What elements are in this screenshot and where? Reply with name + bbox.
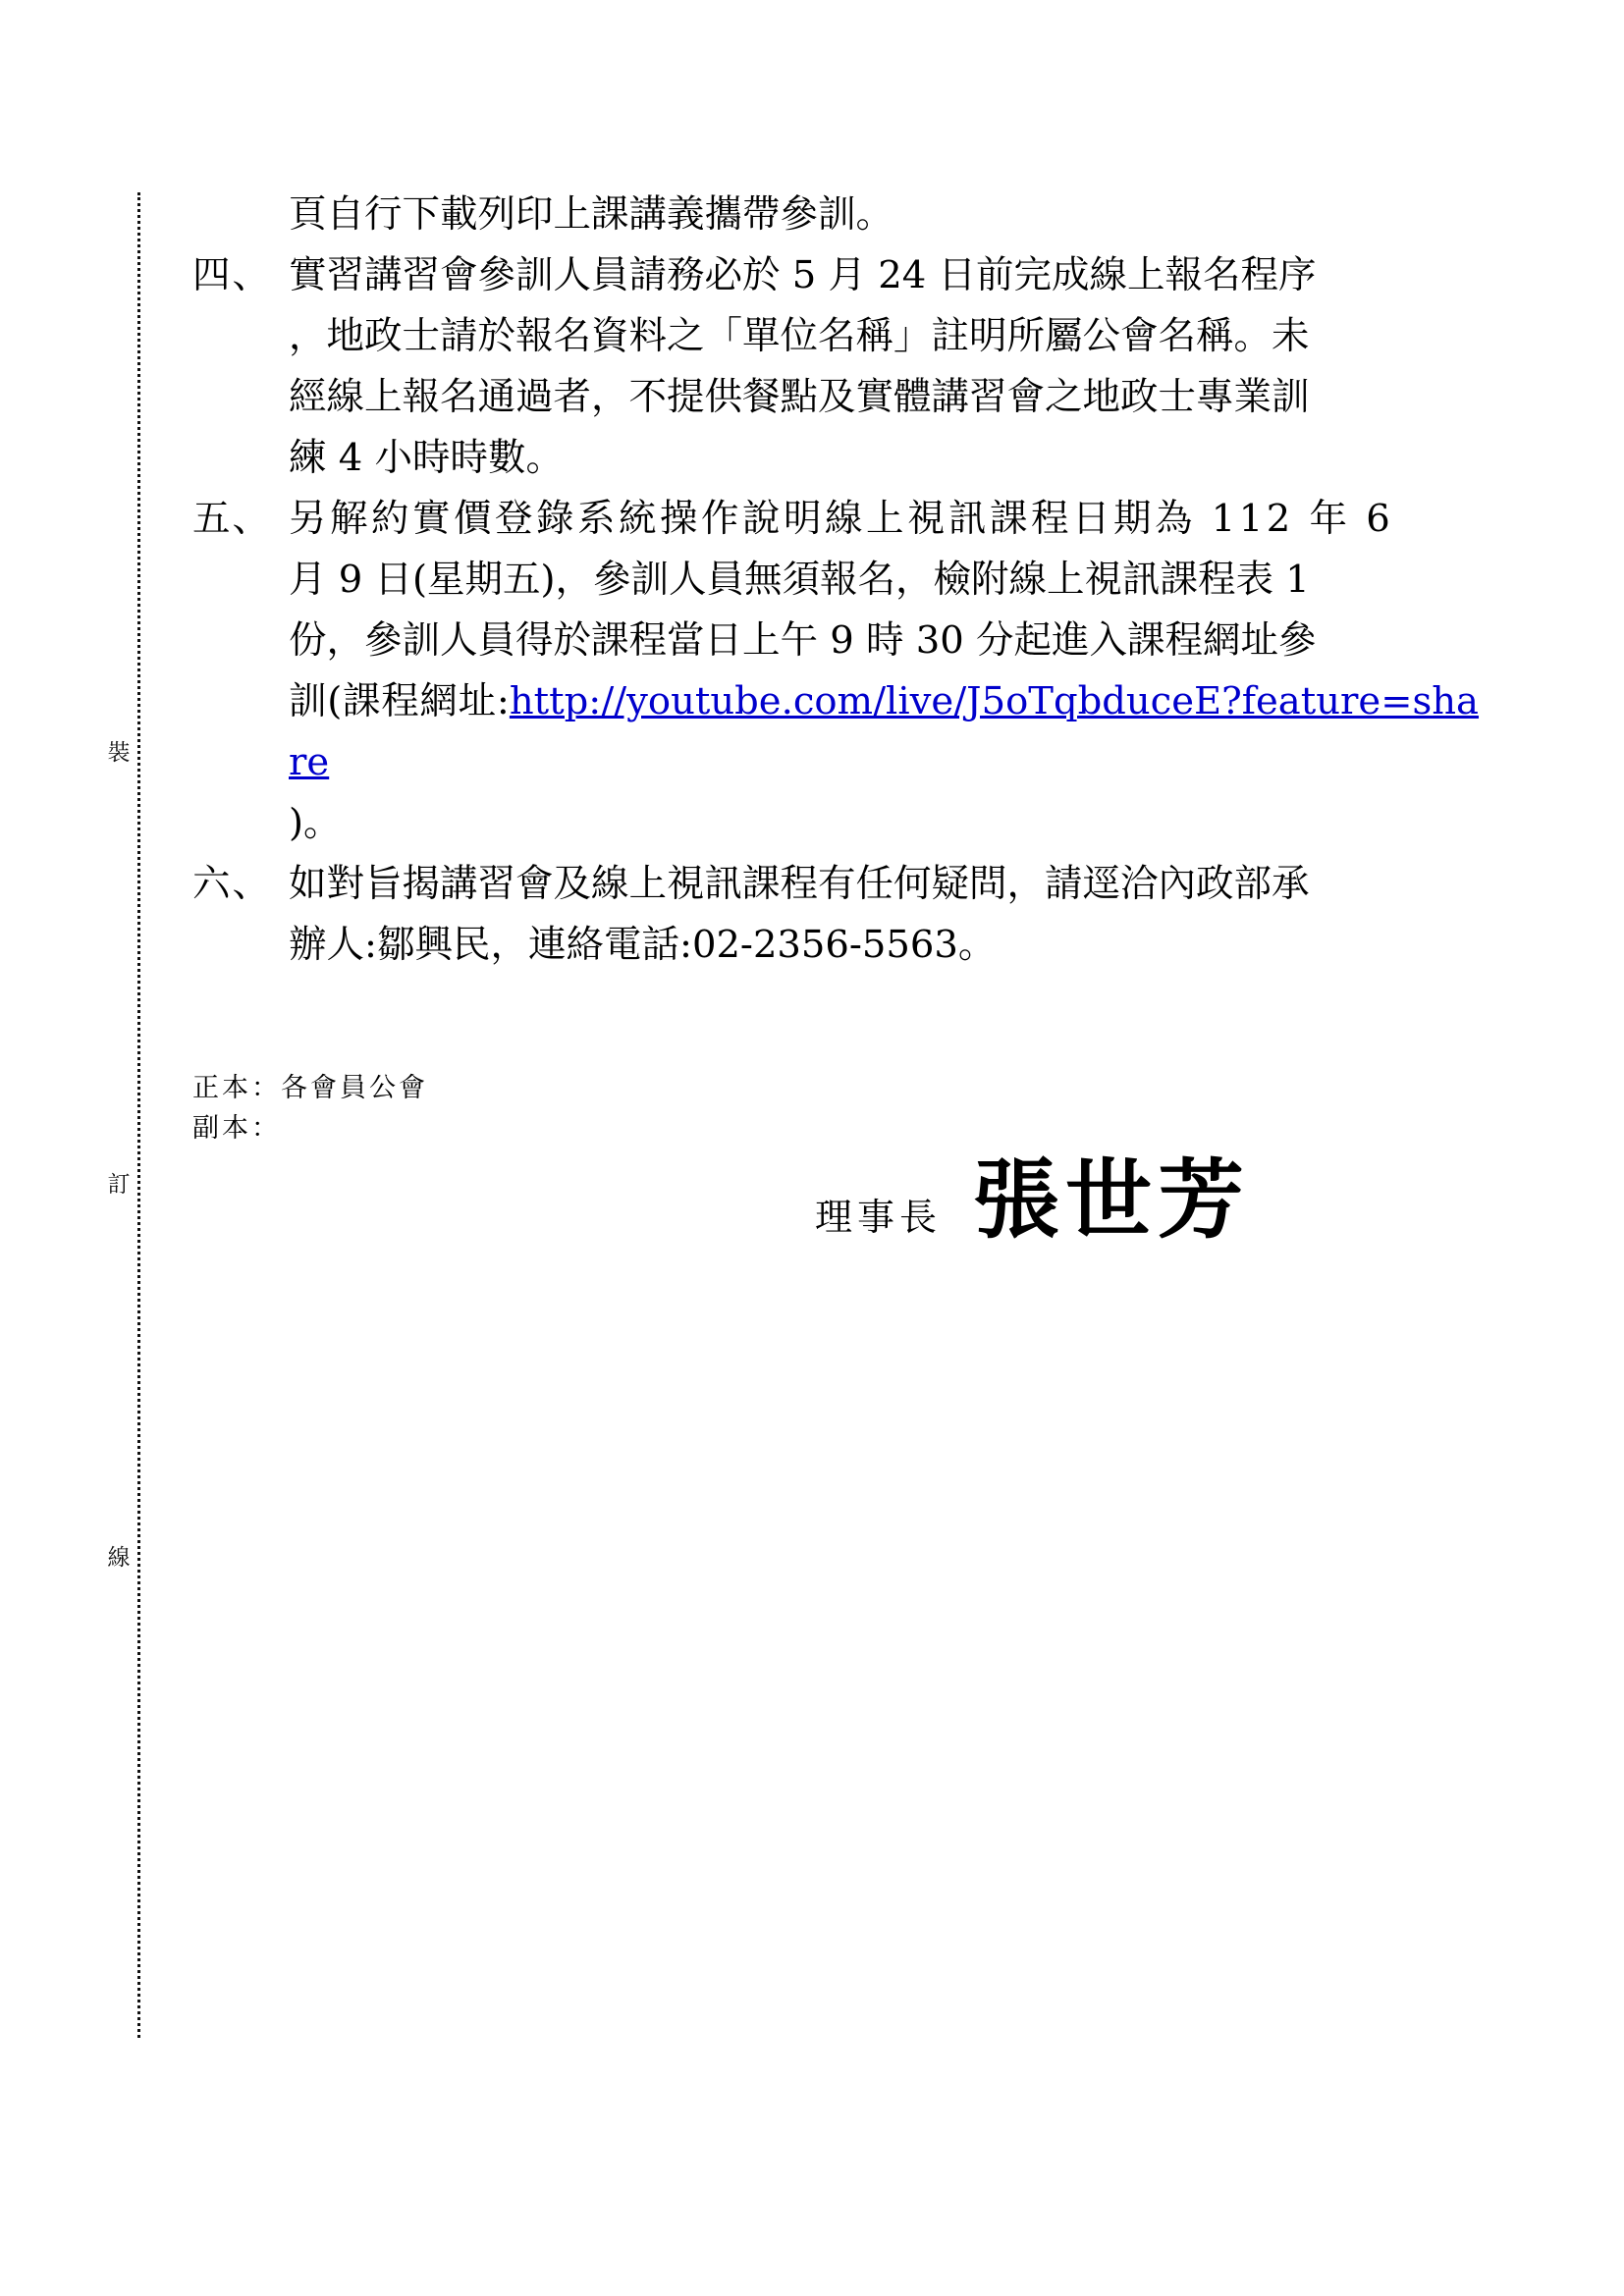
- distribution-original-label: 正本：: [192, 1073, 281, 1103]
- distribution-original: [192, 1068, 1076, 1108]
- item-text-5-line-4: [192, 671, 1479, 793]
- item-text-4-line-3: 經線上報名通過者，不提供餐點及實體講習會之地政士專業訓: [289, 375, 1310, 419]
- item-marker-4: 四、: [192, 253, 273, 297]
- item-text-5-line-3: 份，參訓人員得於課程當日上午 9 時 30 分起進入課程網址參: [289, 618, 1317, 663]
- item-marker-5: 五、: [192, 497, 273, 541]
- distribution-copy: [192, 1108, 1076, 1148]
- signature-title: 理事長: [815, 1196, 943, 1239]
- item-text-5-line-5: )。: [289, 801, 342, 845]
- distribution-original-value: 各會員公會: [281, 1073, 428, 1103]
- item-text-6-line-2: 辦人:鄒興民，連絡電話:02-2356-5563。: [289, 923, 997, 967]
- item-text-4-line-4: 練 4 小時時數。: [289, 436, 564, 480]
- binding-margin: [102, 192, 161, 2038]
- distribution-copy-label: 副本：: [192, 1113, 281, 1144]
- binding-mark-xian: 線: [107, 1545, 131, 1571]
- numbered-item-6: [192, 854, 1479, 915]
- distribution-block: [192, 1068, 1076, 1148]
- item-text-4-line-1: 實習講習會參訓人員請務必於 5 月 24 日前完成線上報名程序: [289, 253, 1317, 297]
- item-marker-6: 六、: [192, 862, 273, 906]
- binding-mark-zhuang: 裝: [107, 740, 131, 766]
- item-text-5-url-prefix: 訓(課程網址:: [289, 679, 510, 723]
- signature-block: [815, 1148, 1251, 1251]
- document-body: [192, 185, 1479, 976]
- numbered-item-4: [192, 245, 1479, 306]
- course-url-link[interactable]: http://youtube.com/live/J5oTqbduceE?feature=share: [289, 679, 1479, 784]
- continued-line: 頁自行下載列印上課講義攜帶參訓。: [289, 192, 894, 237]
- binding-dotted-rule: [137, 192, 140, 2038]
- item-text-5-line-2: 月 9 日(星期五)，參訓人員無須報名，檢附線上視訊課程表 1: [289, 558, 1310, 602]
- signature-name: 張世芳: [973, 1148, 1251, 1251]
- numbered-item-5: [192, 489, 1479, 550]
- item-text-4-line-2: ，地政士請於報名資料之「單位名稱」註明所屬公會名稱。未: [289, 314, 1310, 358]
- item-text-6-line-1: 如對旨揭講習會及線上視訊課程有任何疑問，請逕洽內政部承: [289, 862, 1310, 906]
- binding-mark-ding: 訂: [107, 1172, 131, 1198]
- item-text-5-line-1: 另解約實價登錄系統操作說明線上視訊課程日期為 112 年 6: [289, 497, 1394, 541]
